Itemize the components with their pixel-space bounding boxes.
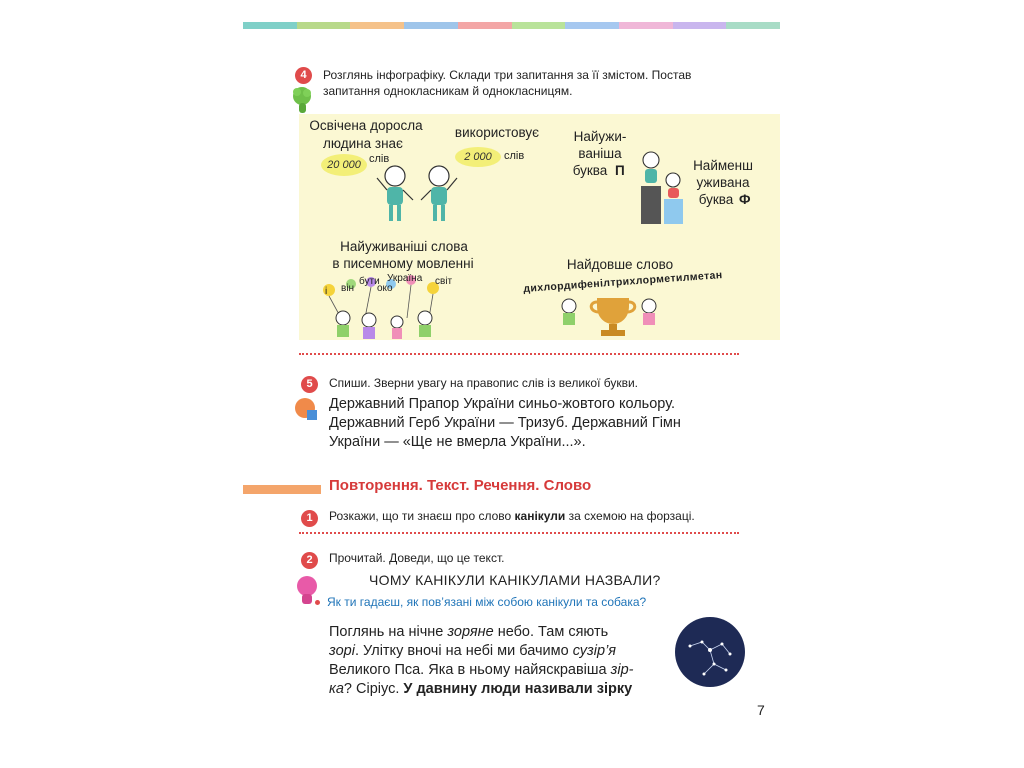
task-5-line-3: України — «Ще не вмерла України...». xyxy=(329,434,586,450)
question-blue: Як ти гадаєш, як пов’язані між собою канікули та собака? xyxy=(327,595,647,609)
word-vin: він xyxy=(341,283,355,294)
text-line-3-a: Великого Пса. Яка в ньому найяскравіша xyxy=(329,662,611,678)
bullet-dot xyxy=(315,600,320,605)
word-ukraina: Україна xyxy=(387,273,423,284)
most-used-letter-line-1: Найужи- xyxy=(573,129,627,144)
heading-band xyxy=(243,485,321,494)
text-line-3-i: зір- xyxy=(610,662,634,678)
task-1-text-b: за схемою на форзаці. xyxy=(565,509,695,523)
most-used-letter-line-3: буква xyxy=(572,163,608,178)
green-mascot-icon xyxy=(289,85,317,115)
task-1-text xyxy=(329,508,695,524)
boy-figure-2-icon xyxy=(419,164,459,226)
least-used-letter-line-2: уживана xyxy=(696,175,750,190)
longest-word: дихлордифенілтрихлорметилметан xyxy=(522,269,723,295)
trophy-icon xyxy=(553,294,673,338)
bubble-20000: 20 000 xyxy=(321,154,367,176)
section-heading: Повторення. Текст. Речення. Слово xyxy=(329,477,592,494)
task-1-bold-word: канікули xyxy=(514,509,566,523)
task-4-number: 4 xyxy=(295,67,312,84)
constellation-icon xyxy=(674,616,746,688)
task-4-line-2: запитання однокласникам й однокласницям. xyxy=(323,84,573,98)
uses-label: використовує xyxy=(454,125,540,140)
popular-words-line-1: Найуживаніші слова xyxy=(340,239,468,254)
text-line-2-i: зорі xyxy=(329,643,355,659)
word-svit: світ xyxy=(435,276,453,287)
boy-figure-icon xyxy=(375,164,415,226)
bubble-2000: 2 000 xyxy=(455,147,501,167)
text-line-1-i: зоряне xyxy=(447,624,494,640)
infographic xyxy=(299,114,780,340)
task-1-number: 1 xyxy=(301,510,318,527)
text-line-2-b: . Улітку вночі на небі ми бачимо xyxy=(354,643,573,659)
longest-word-label: Найдовше слово xyxy=(566,257,674,272)
text-line-4 xyxy=(329,680,669,699)
least-used-letter-value: Ф xyxy=(739,192,751,207)
task-4-line-1: Розглянь інфографіку. Склади три запитання за її змістом. Постав xyxy=(323,68,692,82)
task-5-number: 5 xyxy=(301,376,318,393)
task-5-line-2: Державний Герб України — Тризуб. Державний Гімн xyxy=(329,415,681,431)
text-line-2-i2: сузір’я xyxy=(572,643,617,659)
textbook-page xyxy=(243,22,780,737)
text-line-4-i: ка xyxy=(329,681,344,697)
task-1-text-a: Розкажи, що ти знаєш про слово xyxy=(329,509,515,523)
text-line-3 xyxy=(329,661,669,680)
word-buty: бути xyxy=(359,276,380,287)
podium-icon xyxy=(639,150,685,226)
task-5-line-1: Державний Прапор України синьо-жовтого кольору. xyxy=(329,396,676,412)
word-i: і xyxy=(325,286,328,297)
most-used-letter-line-2: ваніша xyxy=(578,146,622,161)
text-line-1-b: небо. Там сяють xyxy=(493,624,609,640)
least-used-letter-line-3: буква xyxy=(698,192,734,207)
bubble-20000-unit: слів xyxy=(369,153,390,165)
task-5-instruction: Спиши. Зверни увагу на правопис слів із великої букви. xyxy=(329,376,639,390)
adult-knows-line-1: Освічена доросла xyxy=(309,118,423,133)
word-oko: око xyxy=(377,283,393,294)
text-line-1-a: Поглянь на нічне xyxy=(329,624,448,640)
text-line-1 xyxy=(329,623,669,642)
popular-words-line-2: в писемному мовленні xyxy=(332,256,474,271)
adult-knows-line-2: людина знає xyxy=(323,136,403,151)
separator-dotted-2 xyxy=(299,532,739,534)
task-2-instruction: Прочитай. Доведи, що це текст. xyxy=(329,551,505,565)
separator-dotted-1 xyxy=(299,353,739,355)
text-line-4-bold: У давнину люди називали зірку xyxy=(403,681,633,697)
text-title: ЧОМУ КАНІКУЛИ КАНІКУЛАМИ НАЗВАЛИ? xyxy=(369,572,661,588)
bubble-2000-unit: слів xyxy=(504,150,525,162)
most-used-letter-value: П xyxy=(615,163,625,178)
top-color-stripe xyxy=(243,22,780,29)
orange-mascot-icon xyxy=(291,396,321,426)
least-used-letter-line-1: Найменш xyxy=(693,158,753,173)
task-2-number: 2 xyxy=(301,552,318,569)
text-line-4-b: ? Сіріус. xyxy=(343,681,404,697)
page-number: 7 xyxy=(757,702,765,718)
text-line-2 xyxy=(329,642,669,661)
